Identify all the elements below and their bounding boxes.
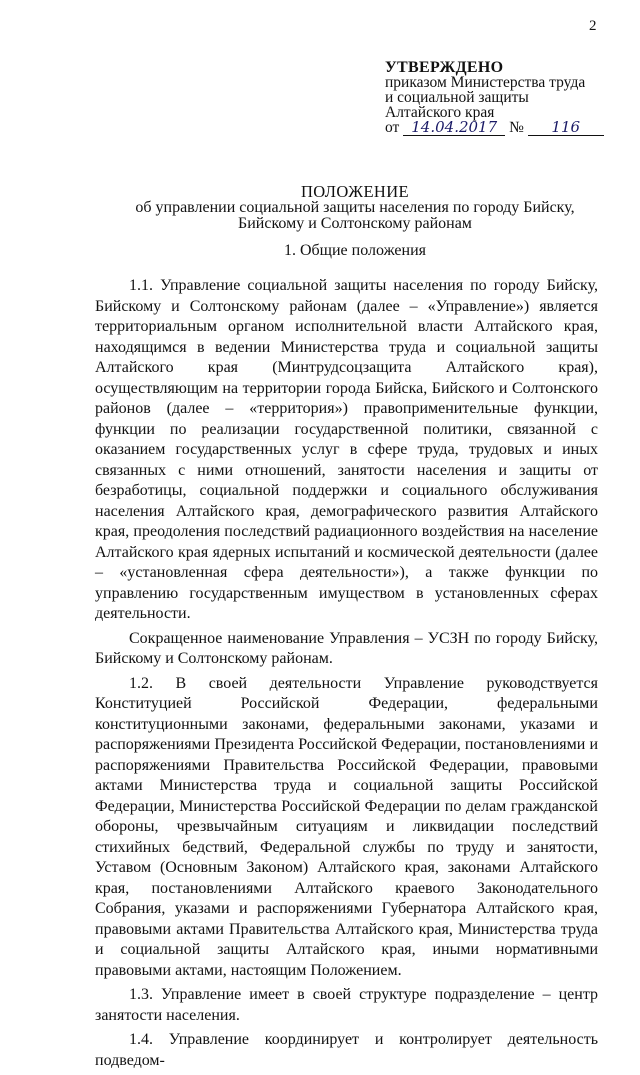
- paragraph-1-4: 1.4. Управление координирует и контролирует деятельность подведом-: [95, 1031, 598, 1069]
- page-number: 2: [589, 18, 597, 34]
- paragraph-1-2: 1.2. В своей деятельности Управление руководствуется Конституцией Российской Федерации, федеральными конституционными законами, федеральными законами, указами и распоряжениями Президента Российской Федерации, постановлениями и распоряжениями Правительства Российской Федерации, правовыми актами Министерства труда и социальной защиты Российской Федерации, Министерства Российской Федерации по делам гражданской обороны, чрезвычайным ситуациям и ликвидации последствий стихийных бедствий, Федеральной службы по труду и занятости, Уставом (Основным Законом) Алтайского края, законами Алтайского края, постановлениями Алтайского краевого Законодательного Собрания, указами и распоряжениями Губернатора Алтайского края, правовыми актами Правительства Алтайского края, Министерства труда и социальной защиты Алтайского края, иными нормативными правовыми актами, настоящим Положением.: [95, 674, 598, 979]
- approval-date-line: [385, 120, 615, 136]
- handwritten-date: 14.04.2017: [403, 120, 505, 136]
- handwritten-number: 116: [528, 120, 604, 136]
- approval-line-2: и социальной защиты: [385, 89, 529, 106]
- title-subtitle-1: об управлении социальной защиты населения по городу Бийску,: [135, 199, 575, 216]
- document-body: [95, 276, 598, 1075]
- title-subtitle-2: Бийскому и Солтонскому районам: [238, 215, 472, 232]
- document-title: [0, 184, 640, 232]
- approval-title: УТВЕРЖДЕНО: [385, 59, 504, 76]
- paragraph-1-1: 1.1. Управление социальной защиты населения по городу Бийску, Бийскому и Солтонскому районам (далее – «Управление») является территориальным органом исполнительной власти Алтайского края, находящимся в ведении Министерства труда и социальной защиты Алтайского края (Минтрудсоцзащита Алтайского края), осуществляющим на территории города Бийска, Бийского и Солтонского районов (далее – «территория») правоприменительные функции, функции по реализации государственной политики, связанной с оказанием государственных услуг в сфере труда, трудовых и иных связанных с ними отношений, занятости населения и защиты от безработицы, социальной поддержки и социального обслуживания населения Алтайского края, демографического развития Алтайского края, преодоления последствий радиационного воздействия на население Алтайского края ядерных испытаний и космической деятельности (далее – «установленная сфера деятельности»), а также функции по управлению государственным имуществом в установленных сферах деятельности.: [95, 277, 598, 622]
- title-main: ПОЛОЖЕНИЕ: [300, 182, 410, 201]
- section-heading: 1. Общие положения: [283, 242, 427, 259]
- date-prefix: от: [385, 119, 400, 136]
- approval-block: [385, 60, 615, 136]
- approval-line-3: Алтайского края: [385, 104, 495, 121]
- paragraph-1-3: 1.3. Управление имеет в своей структуре подразделение – центр занятости населения.: [95, 986, 598, 1024]
- number-prefix: №: [509, 119, 524, 136]
- paragraph-short-name: Сокращенное наименование Управления – УСЗН по городу Бийску, Бийскому и Солтонскому районам.: [95, 629, 598, 667]
- approval-line-1: приказом Министерства труда: [385, 74, 586, 91]
